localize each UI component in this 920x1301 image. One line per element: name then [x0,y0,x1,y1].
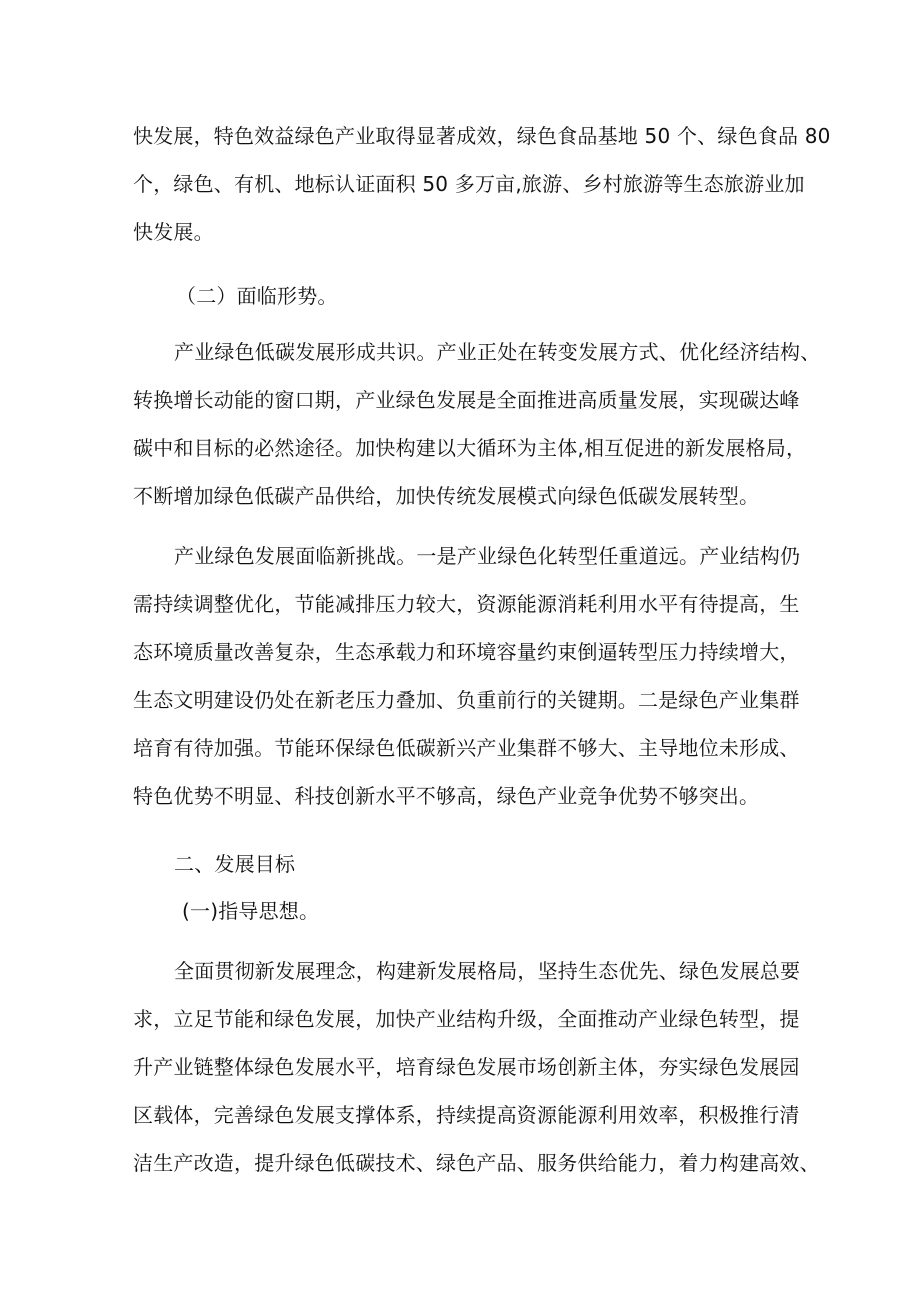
section-heading: （二）面临形势。 [176,284,338,308]
paragraph-line: 转换增长动能的窗口期，产业绿色发展是全面推进高质量发展，实现碳达峰 [133,388,800,412]
chapter-heading: 二、发展目标 [174,852,296,876]
paragraph-line: 全面贯彻新发展理念，构建新发展格局，坚持生态优先、绿色发展总要 [174,959,801,983]
section-heading: (一)指导思想。 [182,899,320,923]
paragraph-line: 快发展。 [133,220,214,244]
paragraph-line: 培育有待加强。节能环保绿色低碳新兴产业集群不够大、主导地位未形成、 [133,736,800,760]
paragraph-line: 区载体，完善绿色发展支撑体系，持续提高资源能源利用效率，积极推行清 [133,1103,800,1127]
paragraph-line: 碳中和目标的必然途径。加快构建以大循环为主体,相互促进的新发展格局， [133,436,807,460]
paragraph-line: 产业绿色发展面临新挑战。一是产业绿色化转型任重道远。产业结构仍 [174,544,801,568]
paragraph-line: 快发展，特色效益绿色产业取得显著成效，绿色食品基地 50 个、绿色食品 80 [133,124,831,148]
paragraph-line: 态环境质量改善复杂，生态承载力和环境容量约束倒逼转型压力持续增大， [133,640,800,664]
paragraph-line: 生态文明建设仍处在新老压力叠加、负重前行的关键期。二是绿色产业集群 [133,688,800,712]
paragraph-line: 产业绿色低碳发展形成共识。产业正处在转变发展方式、优化经济结构、 [174,340,821,364]
paragraph-line: 不断增加绿色低碳产品供给，加快传统发展模式向绿色低碳发展转型。 [133,484,760,508]
paragraph-line: 升产业链整体绿色发展水平，培育绿色发展市场创新主体，夯实绿色发展园 [133,1055,800,1079]
paragraph-line: 求，立足节能和绿色发展，加快产业结构升级，全面推动产业绿色转型，提 [133,1007,800,1031]
paragraph-line: 个，绿色、有机、地标认证面积 50 多万亩,旅游、乡村旅游等生态旅游业加 [133,172,805,196]
paragraph-line: 特色优势不明显、科技创新水平不够高，绿色产业竞争优势不够突出。 [133,784,760,808]
paragraph-line: 洁生产改造，提升绿色低碳技术、绿色产品、服务供给能力，着力构建高效、 [133,1151,820,1175]
paragraph-line: 需持续调整优化，节能减排压力较大，资源能源消耗利用水平有待提高，生 [133,592,800,616]
